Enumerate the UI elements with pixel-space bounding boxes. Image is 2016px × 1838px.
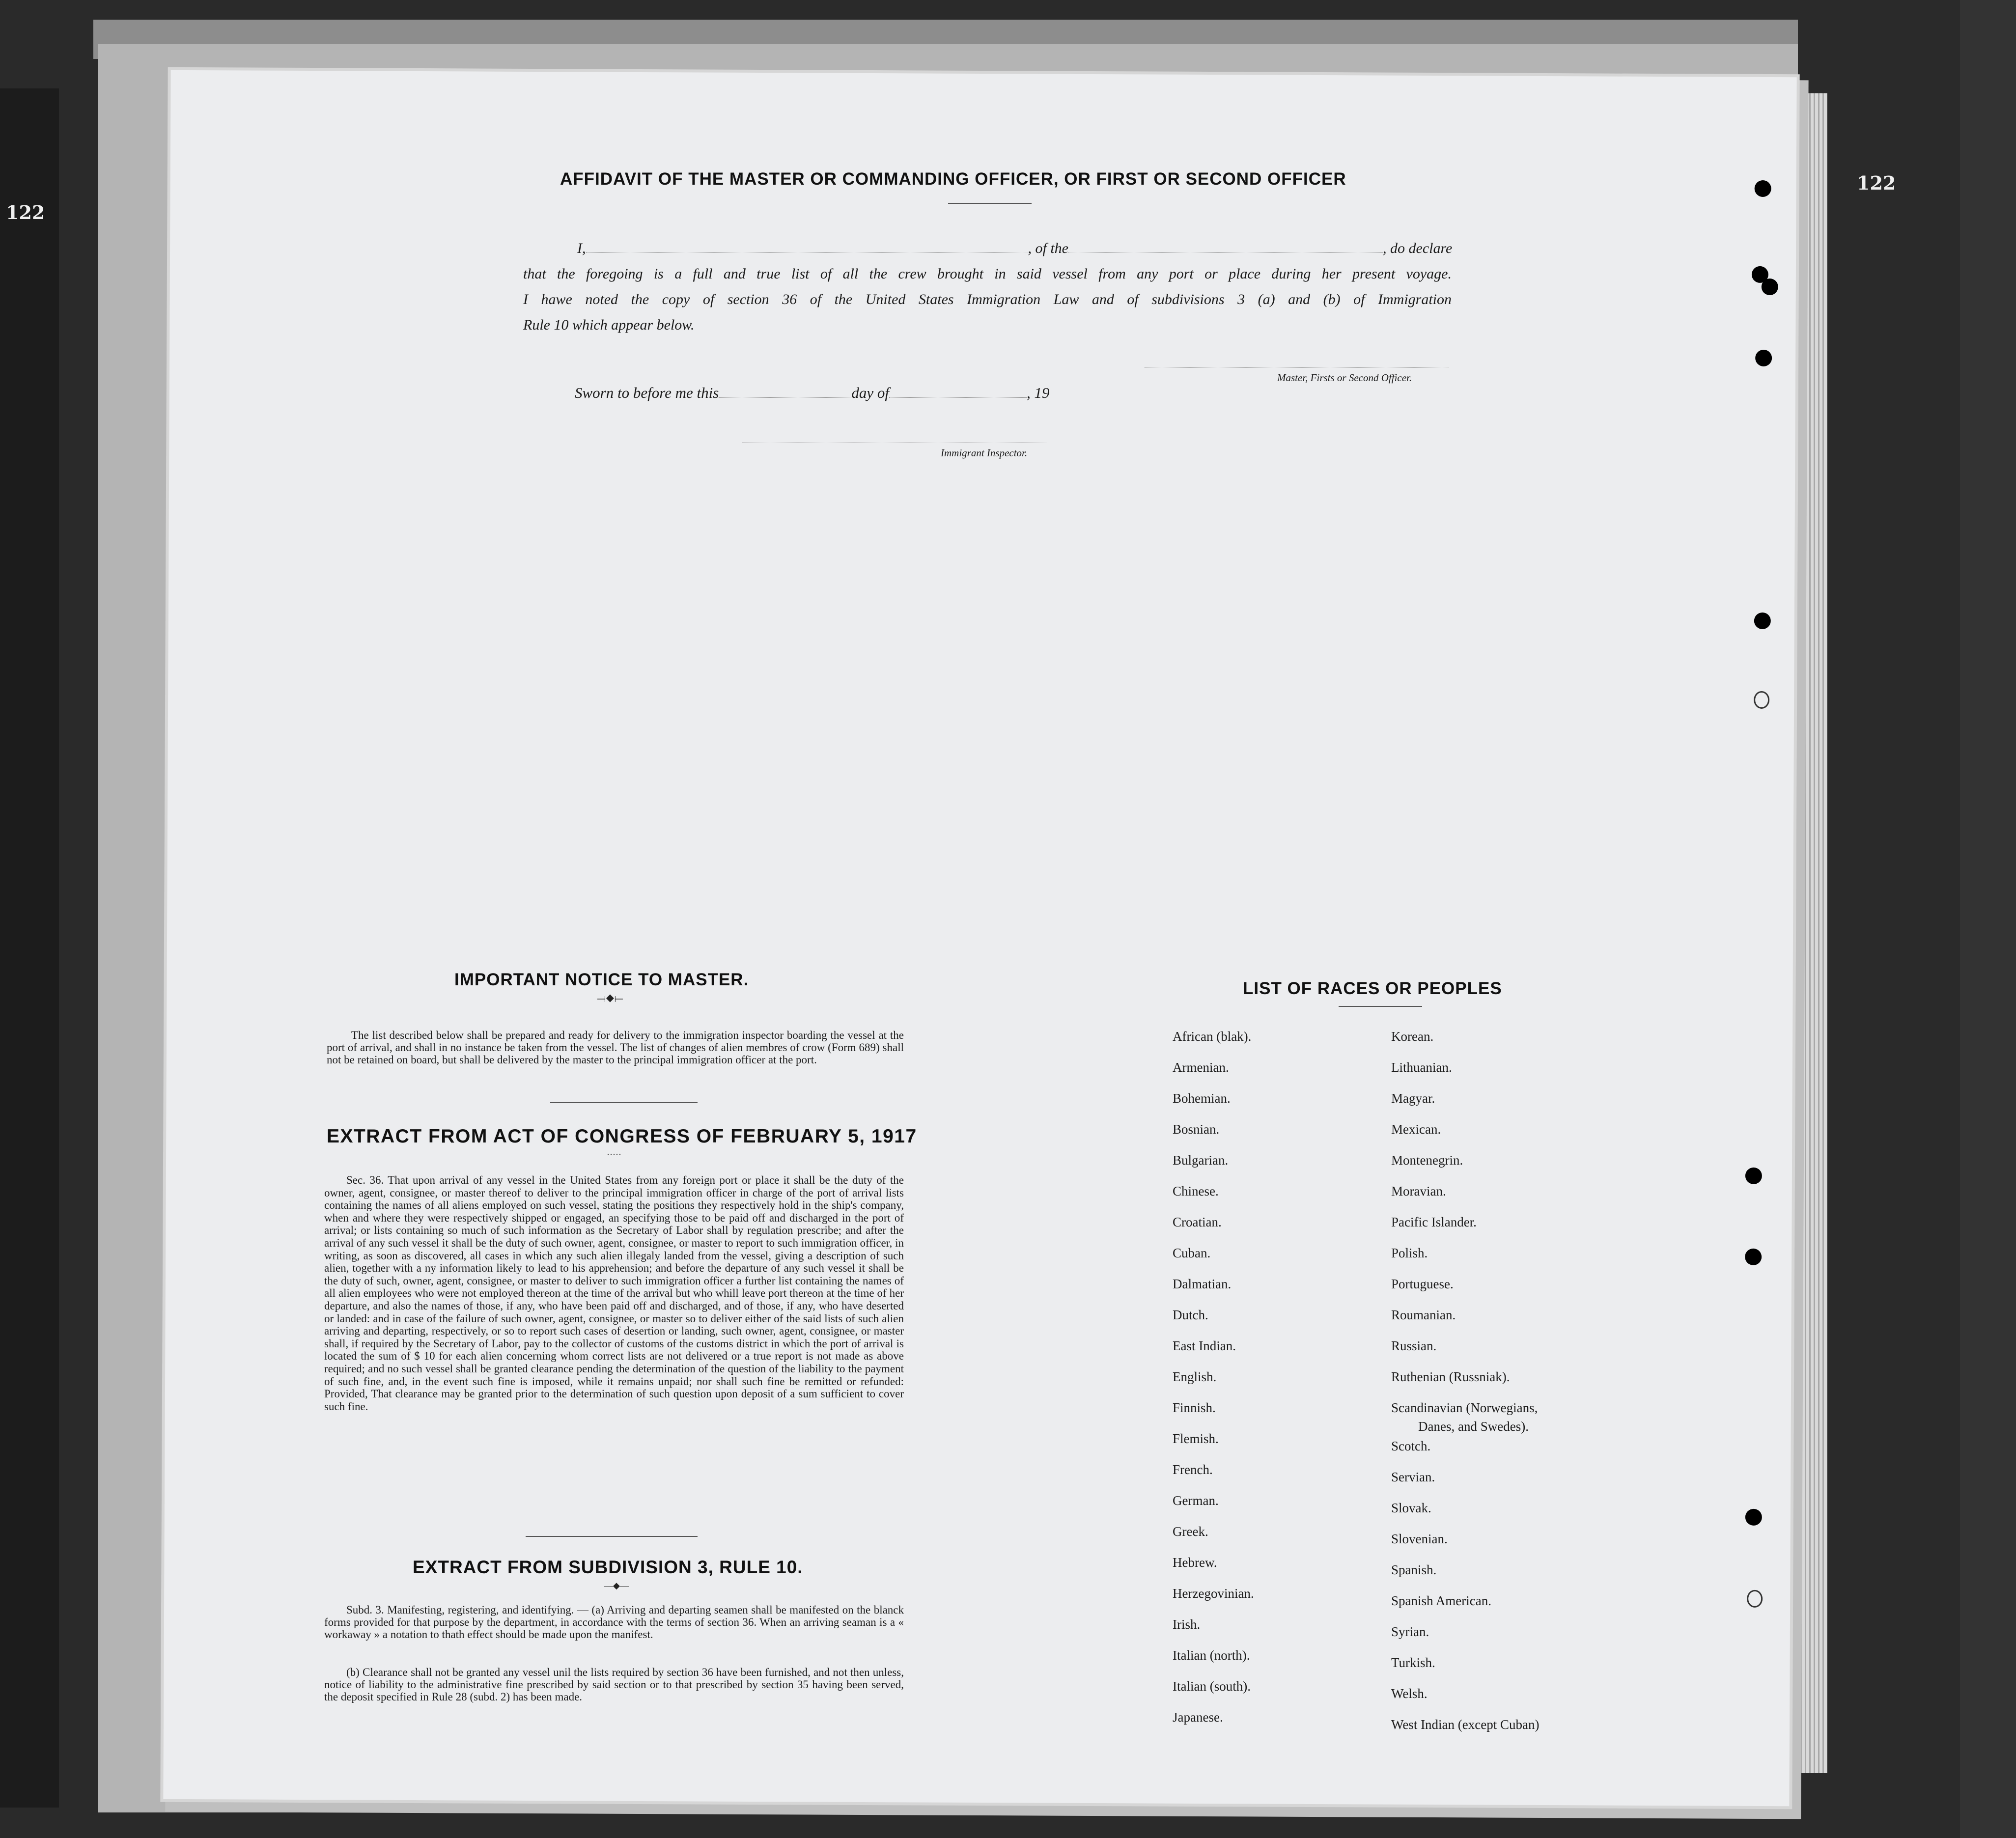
race-item: Pacific Islander. (1391, 1215, 1477, 1229)
extract-rule-title: EXTRACT FROM SUBDIVISION 3, RULE 10. (413, 1557, 803, 1577)
race-item: Armenian. (1173, 1060, 1229, 1075)
race-item: Chinese. (1173, 1184, 1219, 1198)
affidavit-line3: I hawe noted the copy of section 36 of the United States Immigration Law and of subdivisions 3 (a) and (b) of Immigration (523, 291, 1452, 307)
extract-rule-ornament: —◆— (604, 1581, 629, 1590)
year-text: , 19 (1026, 384, 1050, 401)
vessel-blank (1068, 242, 1383, 253)
affidavit-line4: Rule 10 which appear below. (523, 317, 695, 333)
race-item: Dutch. (1173, 1308, 1208, 1322)
race-item: Scotch. (1391, 1439, 1431, 1453)
race-item: Slovak. (1391, 1501, 1431, 1515)
race-item: Polish. (1391, 1246, 1428, 1260)
right-margin-strip (1960, 0, 2016, 1838)
day-of-text: day of (851, 384, 889, 401)
race-item: Spanish. (1391, 1562, 1437, 1577)
race-item: Russian. (1391, 1338, 1437, 1353)
race-item: Welsh. (1391, 1686, 1428, 1701)
punch-hole (1755, 180, 1771, 197)
page-edges (1793, 93, 1827, 1773)
race-item: French. (1173, 1462, 1213, 1477)
sworn-line (575, 384, 1049, 402)
affidavit-title: AFFIDAVIT OF THE MASTER OR COMMANDING OFFICER, OR FIRST OR SECOND OFFICER (560, 169, 1346, 189)
race-item: Ruthenian (Russniak). (1391, 1369, 1510, 1384)
races-left-column (1173, 1029, 1254, 1741)
race-item: Moravian. (1391, 1184, 1446, 1198)
inspector-signature-line (742, 439, 1046, 443)
day-blank (719, 387, 851, 398)
race-item: African (blak). (1173, 1029, 1252, 1044)
punch-hole (1754, 613, 1771, 629)
race-item: Spanish American. (1391, 1593, 1491, 1608)
race-item: Finnish. (1173, 1400, 1216, 1415)
race-item: Irish. (1173, 1617, 1201, 1632)
race-item: Magyar. (1391, 1091, 1435, 1106)
notice-rule (550, 1102, 698, 1103)
inspector-label: Immigrant Inspector. (941, 447, 1028, 459)
punch-hole (1747, 1590, 1763, 1608)
race-item: Bosnian. (1173, 1122, 1220, 1137)
race-item: West Indian (except Cuban) (1391, 1717, 1540, 1732)
race-item: Korean. (1391, 1029, 1434, 1044)
punch-hole (1745, 1168, 1762, 1184)
race-item: Dalmatian. (1173, 1277, 1232, 1291)
race-item: English. (1173, 1369, 1217, 1384)
race-item: Hebrew. (1173, 1555, 1217, 1570)
month-blank (889, 387, 1027, 398)
race-item: Lithuanian. (1391, 1060, 1452, 1075)
race-item: Japanese. (1173, 1710, 1223, 1725)
affidavit-i: I, (577, 240, 586, 256)
affidavit-of-the: , of the (1028, 240, 1068, 256)
races-title: LIST OF RACES OR PEOPLES (1243, 979, 1502, 998)
race-item: Bulgarian. (1173, 1153, 1229, 1168)
title-rule (948, 203, 1032, 204)
race-item: German. (1173, 1493, 1219, 1508)
race-item: Portuguese. (1391, 1277, 1454, 1291)
race-item: Italian (south). (1173, 1679, 1251, 1694)
name-blank (586, 242, 1028, 253)
race-item: Slovenian. (1391, 1532, 1448, 1546)
race-item: East Indian. (1173, 1338, 1236, 1353)
extract-act-title: EXTRACT FROM ACT OF CONGRESS OF FEBRUARY 5, 1917 (327, 1126, 917, 1147)
extract-act-ornament: ····· (607, 1149, 621, 1159)
races-rule (1339, 1006, 1422, 1007)
race-item: Syrian. (1391, 1624, 1429, 1639)
race-item: Croatian. (1173, 1215, 1222, 1229)
sworn-text: Sworn to before me this (575, 384, 719, 401)
notice-ornament: ⟞◆⟝ (597, 992, 623, 1004)
extract-rule-para-a: Subd. 3. Manifesting, registering, and identifying. — (a) Arriving and departing seamen shall be manifested on the blanck forms provided for that purpose by the department, in accordance with the terms of section 36. When an arriving seaman is a « workaway » a notation to thath effect should be made upon the manifest. (324, 1604, 904, 1641)
punch-hole (1745, 1249, 1762, 1265)
race-item: Danes, and Swedes). (1418, 1419, 1529, 1434)
affidavit-text (523, 236, 1452, 338)
extract-rule-para-b: (b) Clearance shall not be granted any vessel unil the lists required by section 36 have been furnished, and not then unless, notice of liability to the administrative fine prescribed by said section or to that prescribed by section 35 having been served, the deposit specified in Rule 28 (subd. 2) has been made. (324, 1666, 904, 1703)
race-item: Bohemian. (1173, 1091, 1231, 1106)
affidavit-line2: that the foregoing is a full and true list of all the crew brought in said vessel from any port or place during her present voyage. (523, 266, 1452, 282)
punch-hole (1762, 278, 1778, 295)
races-right-column (1391, 1029, 1539, 1748)
affidavit-declare: , do declare (1383, 240, 1453, 256)
extract-act-rule (526, 1536, 698, 1537)
race-item: Scandinavian (Norwegians, (1391, 1400, 1538, 1415)
master-signature-line (1145, 363, 1449, 368)
master-label: Master, Firsts or Second Officer. (1277, 372, 1412, 384)
punch-hole (1755, 350, 1772, 366)
race-item: Montenegrin. (1391, 1153, 1463, 1168)
page-number-right: 122 (1857, 172, 1896, 194)
race-item: Herzegovinian. (1173, 1586, 1254, 1601)
race-item: Servian. (1391, 1470, 1435, 1484)
race-item: Cuban. (1173, 1246, 1211, 1260)
race-item: Flemish. (1173, 1431, 1219, 1446)
punch-hole (1754, 691, 1769, 709)
race-item: Italian (north). (1173, 1648, 1250, 1663)
extract-act-body: Sec. 36. That upon arrival of any vessel in the United States from any foreign port or place it shall be the duty of the owner, agent, consignee, or master thereof to deliver to the principal immigration officer in charge of the port of arrival lists containing the names of all aliens employed on such vessel, stating the positions they respectively hold in the ship's company, when and where they were respectively shipped or engaged, an specifying those to be paid off and discharged in the port of arrival; or lists containing so much of such information as the Secretary of Labor shall by regulation prescribe; and after the arrival of any such vessel it shall be the duty of such owner, agent, consignee, or master to report to such immigration officer, in writing, as soon as discovered, all cases in which any such alien illegaly landed from the vessel, giving a description of such alien, together with a ny information likely to lead to his apprehension; and before the departure of any such vessel it shall be the duty of such, owner, agent, consignee, or master to deliver to such immigration officer a further list containing the names of all alien employees who were not employed thereon at the time of the arrival but who whill leave port thereon at the time of her departure, and also the names of those, if any, who have been paid off and discharged, and of those, if any, who have deserted or landed: and in case of the failure of such owner, agent, consignee, or master so to deliver either of the said lists of such alien arriving and departing, respectively, or so to report such cases of desertion or landing, such owner, agent, consignee, or master shall, if required by the Secretary of Labor, pay to the collector of customs of the customs district in which the port of arrival is located the sum of $ 10 for each alien concerning whom correct lists are not delivered or a true report is not made as above required; and no such vessel shall be granted clearance pending the determination of the question of the liability to the payment of such fine, and, in the event such fine is imposed, while it remains unpaid; nor shall such fine be remitted or refunded: Provided, That clearance may be granted prior to the determination of such question upon deposit of a sum sufficient to cover such fine. (324, 1174, 904, 1413)
punch-hole (1745, 1509, 1762, 1526)
page-number-left: 122 (6, 201, 45, 223)
race-item: Roumanian. (1391, 1308, 1456, 1322)
notice-body: The list described below shall be prepared and ready for delivery to the immigration inspector boarding the vessel at the port of arrival, and shall in no instance be taken from the vessel. The list of changes of alien membres of crow (Form 689) shall not be retained on board, but shall be delivered by the master to the principal immigration officer at the port. (327, 1029, 904, 1066)
left-margin-strip (0, 88, 59, 1808)
notice-title: IMPORTANT NOTICE TO MASTER. (454, 970, 749, 989)
race-item: Turkish. (1391, 1655, 1435, 1670)
race-item: Greek. (1173, 1524, 1208, 1539)
race-item: Mexican. (1391, 1122, 1441, 1137)
